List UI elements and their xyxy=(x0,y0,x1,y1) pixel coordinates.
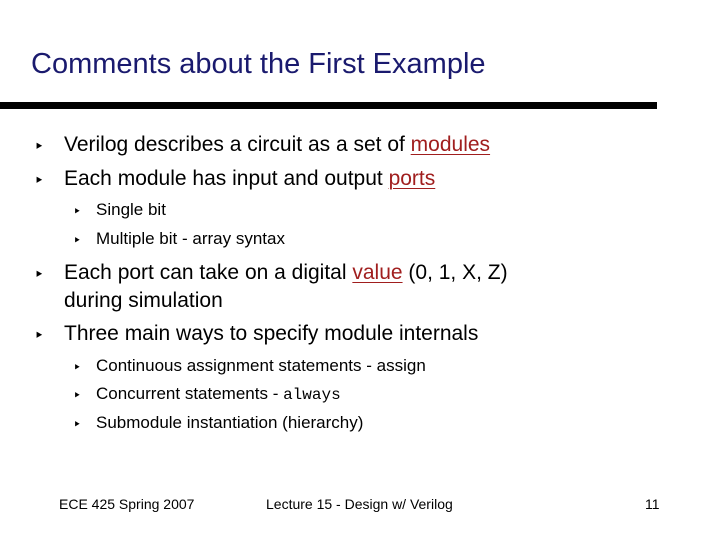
bullet-port-value-continuation xyxy=(64,287,223,315)
bullet-port-value xyxy=(34,259,508,287)
bullet-marker-icon: ‣ xyxy=(73,387,82,403)
bullet-marker-icon: ‣ xyxy=(34,326,45,345)
sub-bullet-single-bit xyxy=(73,199,166,221)
bullet-marker-icon: ‣ xyxy=(34,265,45,284)
slide-title: Comments about the First Example xyxy=(31,48,486,80)
bullet-ports xyxy=(34,165,436,193)
bullet-text: Each module has input and output xyxy=(64,167,389,190)
bullet-modules xyxy=(34,131,491,159)
bullet-marker-icon: ‣ xyxy=(73,232,82,248)
sub-bullet-text: Multiple bit - array syntax xyxy=(96,229,285,248)
bullet-text: during simulation xyxy=(64,289,223,312)
bullet-text: Each port can take on a digital xyxy=(64,261,353,284)
sub-bullet-text: Single bit xyxy=(96,200,166,219)
term-modules: modules xyxy=(410,133,491,156)
sub-bullet-text: Continuous assignment statements - assign xyxy=(96,356,426,375)
sub-bullet-continuous-assignment xyxy=(73,355,426,377)
bullet-marker-icon: ‣ xyxy=(34,137,45,156)
sub-bullet-multiple-bit xyxy=(73,228,285,250)
bullet-text: Three main ways to specify module internals xyxy=(64,322,479,345)
bullet-marker-icon: ‣ xyxy=(73,203,82,219)
bullet-module-internals xyxy=(34,320,479,348)
bullet-marker-icon: ‣ xyxy=(34,171,45,190)
footer-lecture: Lecture 15 - Design w/ Verilog xyxy=(266,496,453,512)
code-always: always xyxy=(283,386,341,404)
sub-bullet-concurrent-statements xyxy=(73,383,341,406)
sub-bullet-text: Submodule instantiation (hierarchy) xyxy=(96,413,364,432)
footer-course: ECE 425 Spring 2007 xyxy=(59,496,195,512)
bullet-text: Verilog describes a circuit as a set of xyxy=(64,133,411,156)
footer-page-number: 11 xyxy=(645,496,660,512)
bullet-marker-icon: ‣ xyxy=(73,359,82,375)
bullet-marker-icon: ‣ xyxy=(73,416,82,432)
sub-bullet-submodule-instantiation xyxy=(73,412,364,434)
term-ports: ports xyxy=(388,167,436,190)
bullet-text-tail: (0, 1, X, Z) xyxy=(402,261,508,284)
term-value: value xyxy=(352,261,403,284)
sub-bullet-text: Concurrent statements - xyxy=(96,384,284,403)
title-divider xyxy=(0,102,657,109)
